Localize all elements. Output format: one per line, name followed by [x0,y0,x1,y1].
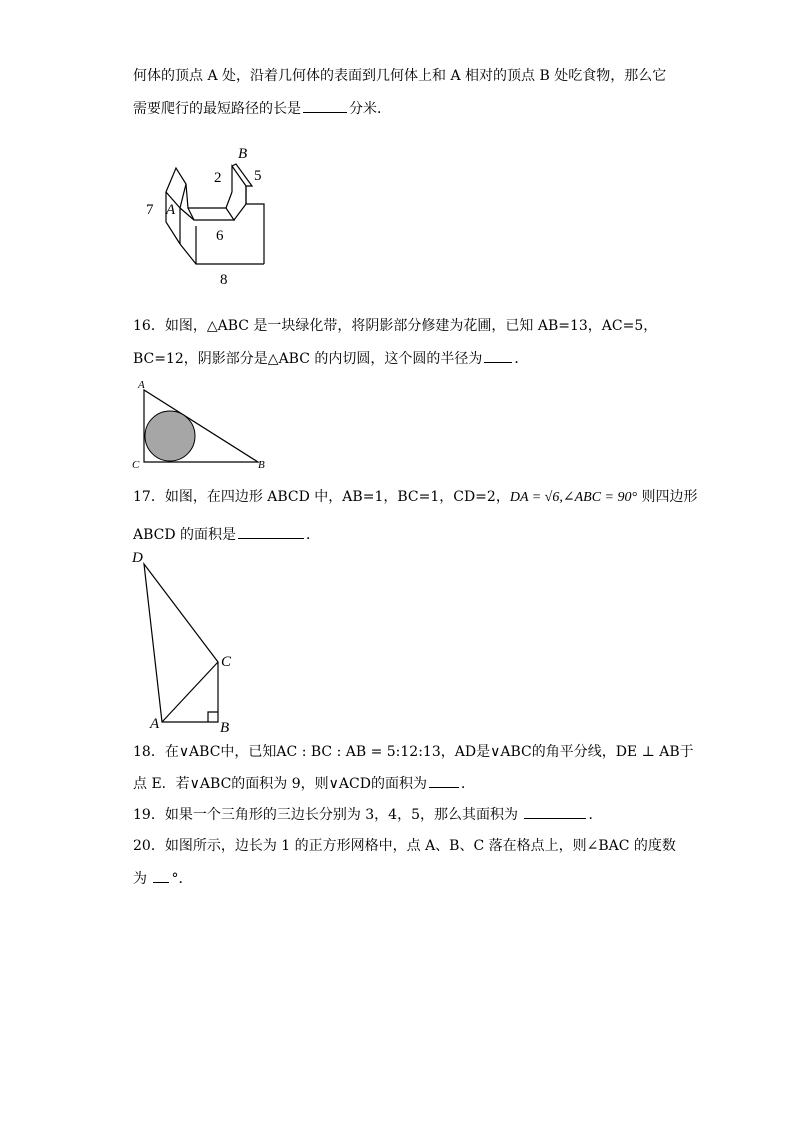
q20-answer-blank [153,868,169,883]
q17-line2-prefix: ABCD 的面积是 [133,527,237,543]
q19-answer-blank [524,804,586,819]
q15-figure-solid [140,140,280,292]
q16-line2-prefix: BC=12，阴影部分是△ABC 的内切圆，这个圆的半径为 [133,351,483,367]
q18-text-line1: 18．在∨ABC中，已知AC : BC : AB = 5:12:13，AD是∨ABC的角平分线，DE ⊥ AB于 [133,744,694,760]
incircle [145,411,195,461]
q17-label-c: C [221,654,232,670]
right-angle-mark [208,712,218,722]
q17-text-line2 [133,524,320,545]
q17-label-b: B [220,720,230,736]
q16-label-b: B [258,459,265,471]
q17-text-line1 [133,487,698,508]
q18-line2-prefix: 点 E．若∨ABC的面积为 9，则∨ACD的面积为 [133,776,427,792]
q16-line2-suffix: ． [514,351,529,367]
q15-text-line2 [133,98,391,119]
q18-answer-blank [429,773,459,788]
q19-line-prefix: 19．如果一个三角形的三边长分别为 3，4，5，那么其面积为 [133,807,523,823]
diagonal-ac [162,662,218,722]
q15-label-b: B [238,146,248,162]
q15-label-2: 2 [214,170,222,186]
q16-figure-triangle [130,376,270,472]
q18-text-line2 [133,773,475,794]
q17-line1-suffix: 则四边形 [637,489,698,505]
q16-text-line2 [133,348,528,369]
q20-line2-prefix: 为 [133,871,152,887]
q17-answer-blank [238,524,304,539]
q15-answer-blank [303,98,347,113]
q15-text-line1: 何体的顶点 A 处，沿着几何体的表面到几何体上和 A 相对的顶点 B 处吃食物，那么它 [133,68,667,84]
q20-text-line2 [133,868,192,889]
q15-label-5: 5 [254,168,262,184]
q15-label-7: 7 [146,202,154,218]
q16-answer-blank [484,348,512,363]
q15-line2-suffix: 分米． [349,101,391,117]
quad-abcd [144,564,218,722]
q16-label-a: A [138,379,145,391]
q19-line-suffix: ． [588,807,603,823]
q17-label-a: A [150,716,160,732]
q16-text-line1: 16．如图，△ABC 是一块绿化带，将阴影部分修建为花圃，已知 AB=13，AC=5， [133,318,658,334]
q17-label-d: D [132,550,143,566]
q20-text-line1: 20．如图所示，边长为 1 的正方形网格中，点 A、B、C 落在格点上，则∠BAC 的度数 [133,838,676,854]
q17-figure-quadrilateral [128,548,248,736]
q19-text-line [133,804,602,825]
q15-label-a: A [166,202,176,218]
q18-line2-suffix: ． [460,776,475,792]
q17-line1-math: DA = √6,∠ABC = 90° [509,490,638,505]
q15-line2-prefix: 需要爬行的最短路径的长是 [133,101,301,117]
q15-label-8: 8 [220,272,228,288]
q17-line2-suffix: ． [306,527,321,543]
q17-line1-prefix: 17．如图，在四边形 ABCD 中，AB=1，BC=1，CD=2， [133,489,510,505]
q20-line2-suffix: °． [171,871,193,887]
q16-label-c: C [132,459,140,471]
q15-label-6: 6 [216,228,224,244]
